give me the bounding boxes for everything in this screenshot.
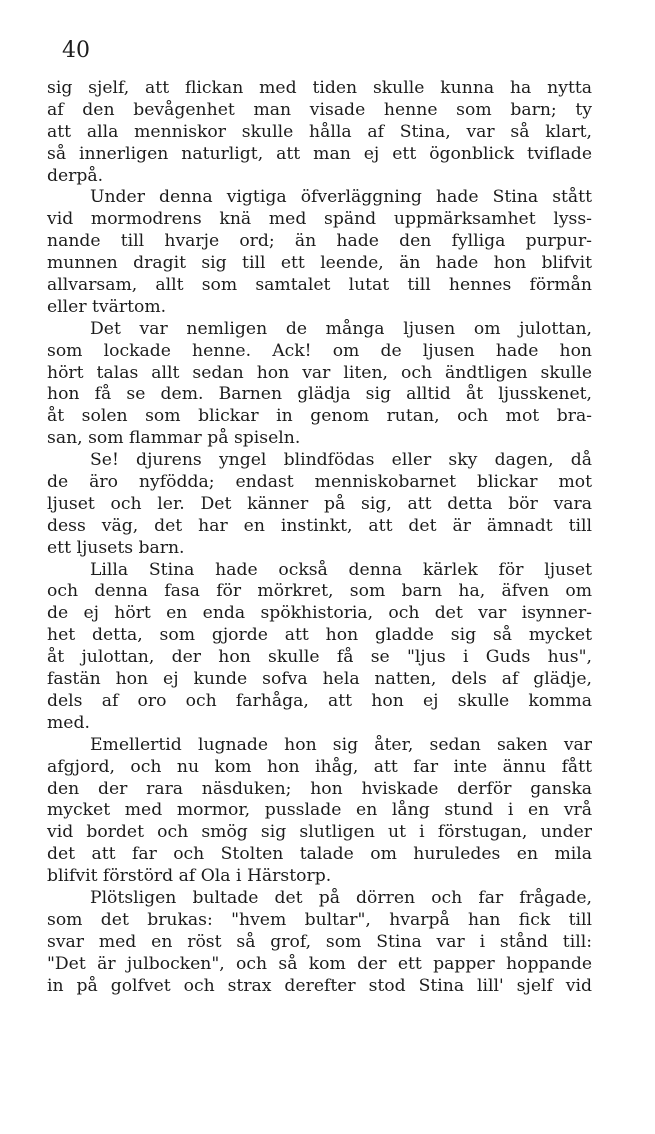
- text-line: blifvit förstörd af Ola i Härstorp.: [47, 866, 332, 887]
- text-line: så innerligen naturligt, att man ej ett ögonblick tviflade: [47, 143, 592, 164]
- text-line: san, som flammar på spiseln.: [47, 428, 301, 449]
- text-line: med.: [47, 712, 90, 733]
- text-line: att alla menniskor skulle hålla af Stina, var så klart,: [47, 121, 592, 142]
- paragraph-start-line: Plötsligen bultade det på dörren och far frågade,: [90, 887, 592, 908]
- text-line: af den bevågenhet man visade henne som barn; ty: [47, 99, 592, 120]
- text-line: eller tvärtom.: [47, 296, 167, 317]
- text-line: dels af oro och farhåga, att hon ej skulle komma: [47, 690, 592, 711]
- text-line: och denna fasa för mörkret, som barn ha, äfven om: [47, 581, 592, 602]
- text-line: hört talas allt sedan hon var liten, och ändtligen skulle: [47, 362, 592, 383]
- text-line: dess väg, det har en instinkt, att det är ämnadt till: [47, 515, 592, 536]
- page-number: 40: [62, 38, 90, 63]
- paragraph-start-line: Lilla Stina hade också denna kärlek för ljuset: [90, 559, 592, 580]
- text-line: allvarsam, allt som samtalet lutat till hennes förmån: [47, 275, 592, 296]
- text-line: som det brukas: "hvem bultar", hvarpå han fick till: [47, 909, 592, 930]
- text-line: sig sjelf, att flickan med tiden skulle kunna ha nytta: [47, 78, 592, 98]
- text-line: afgjord, och nu kom hon ihåg, att far inte ännu fått: [47, 756, 592, 777]
- text-line: in på golfvet och strax derefter stod Stina lill' sjelf vid: [47, 975, 592, 996]
- text-line: vid mormodrens knä med spänd uppmärksamhet lyss-: [47, 209, 592, 230]
- text-line: ljuset och ler. Det känner på sig, att detta bör vara: [47, 493, 592, 514]
- text-line: de ej hört en enda spökhistoria, och det var isynner-: [47, 603, 592, 624]
- paragraph-start-line: Emellertid lugnade hon sig åter, sedan saken var: [90, 734, 592, 755]
- text-line: det att far och Stolten talade om huruledes en mila: [47, 844, 592, 865]
- text-line: het detta, som gjorde att hon gladde sig så mycket: [47, 625, 592, 646]
- text-line: ett ljusets barn.: [47, 537, 185, 558]
- body-text: [47, 78, 592, 997]
- text-line: de äro nyfödda; endast menniskobarnet blickar mot: [47, 472, 592, 493]
- text-line: nande till hvarje ord; än hade den fylliga purpur-: [47, 231, 592, 252]
- text-line: åt julottan, der hon skulle få se "ljus i Guds hus",: [47, 647, 592, 668]
- text-line: mycket med mormor, pusslade en lång stund i en vrå: [47, 800, 592, 821]
- text-line: derpå.: [47, 165, 104, 186]
- text-line: som lockade henne. Ack! om de ljusen hade hon: [47, 340, 592, 361]
- text-line: svar med en röst så grof, som Stina var i stånd till:: [47, 931, 592, 952]
- text-line: den der rara näsduken; hon hviskade derför ganska: [47, 778, 592, 799]
- paragraph-start-line: Under denna vigtiga öfverläggning hade Stina stått: [90, 187, 592, 208]
- paragraph-start-line: Se! djurens yngel blindfödas eller sky dagen, då: [90, 450, 592, 471]
- text-line: åt solen som blickar in genom rutan, och mot bra-: [47, 406, 592, 427]
- text-line: fastän hon ej kunde sofva hela natten, dels af glädje,: [47, 669, 592, 690]
- paragraph-start-line: Det var nemligen de många ljusen om julottan,: [90, 318, 592, 339]
- text-line: munnen dragit sig till ett leende, än hade hon blifvit: [47, 253, 592, 274]
- text-line: vid bordet och smög sig slutligen ut i förstugan, under: [47, 822, 592, 843]
- text-line: "Det är julbocken", och så kom der ett papper hoppande: [47, 953, 592, 974]
- text-line: hon få se dem. Barnen glädja sig alltid åt ljusskenet,: [47, 384, 592, 405]
